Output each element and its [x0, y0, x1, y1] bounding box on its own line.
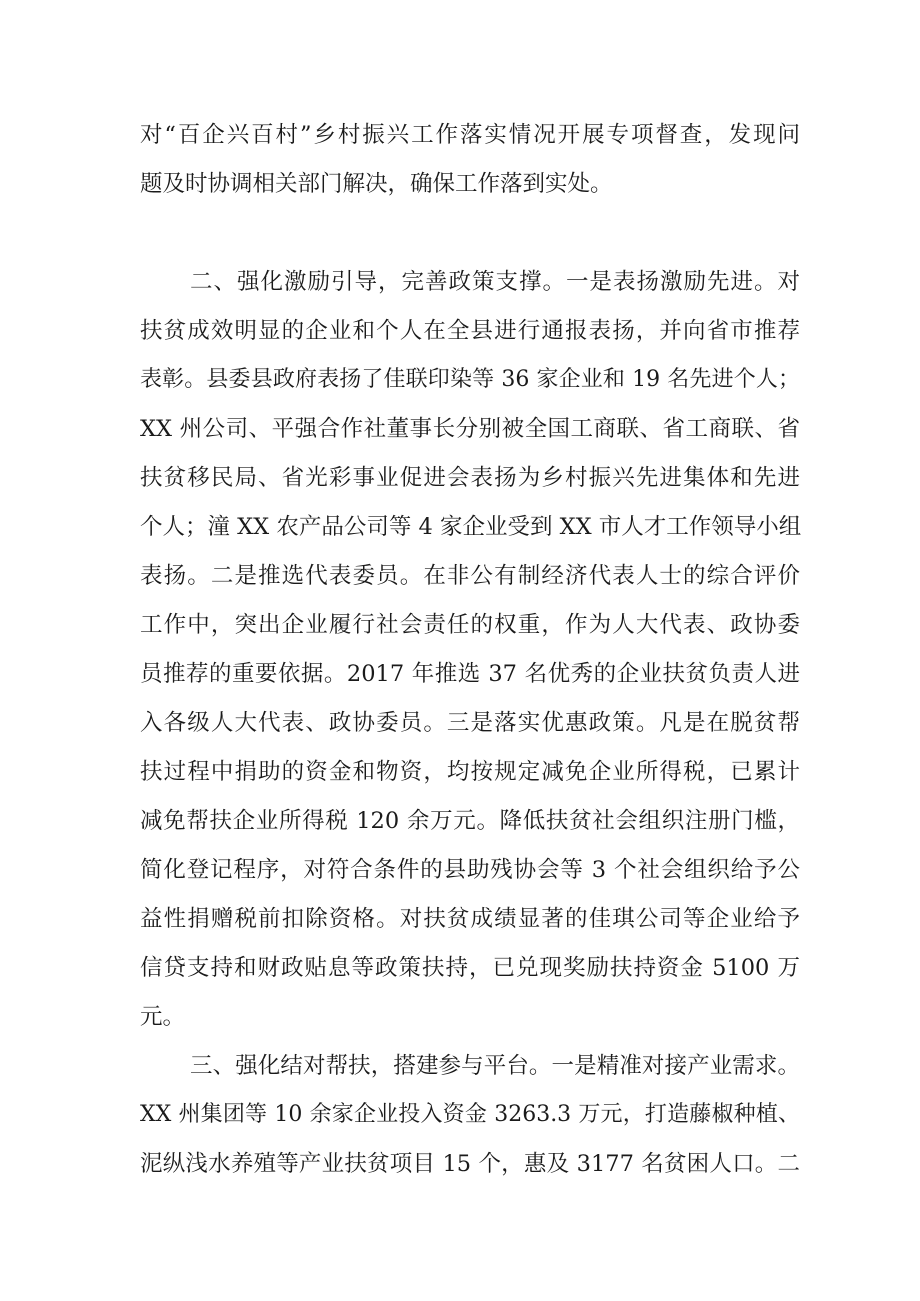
- text-line: 入各级人大代表、政协委员。三是落实优惠政策。凡是在脱贫帮: [140, 710, 800, 736]
- text-line: 三、强化结对帮扶，搭建参与平台。一是精准对接产业需求。: [190, 1053, 800, 1079]
- text-line: 扶贫移民局、省光彩事业促进会表扬为乡村振兴先进集体和先进: [140, 465, 800, 491]
- text-line: 表彰。县委县政府表扬了佳联印染等 36 家企业和 19 名先进个人；: [140, 367, 800, 392]
- text-line: 信贷支持和财政贴息等政策扶持，已兑现奖励扶持资金 5100 万: [140, 955, 800, 981]
- text-line: 二、强化激励引导，完善政策支撑。一是表扬激励先进。对: [190, 269, 800, 295]
- text-line: 工作中，突出企业履行社会责任的权重，作为人大代表、政协委: [140, 612, 800, 638]
- text-line: 简化登记程序，对符合条件的县助残协会等 3 个社会组织给予公: [140, 857, 800, 883]
- text-line: 表扬。二是推选代表委员。在非公有制经济代表人士的综合评价: [140, 563, 800, 589]
- text-line: 益性捐赠税前扣除资格。对扶贫成绩显著的佳琪公司等企业给予: [140, 906, 800, 932]
- text-line: 对“百企兴百村”乡村振兴工作落实情况开展专项督查，发现问: [140, 122, 800, 148]
- text-line: 扶贫成效明显的企业和个人在全县进行通报表扬，并向省市推荐: [140, 318, 800, 344]
- text-line: 题及时协调相关部门解决，确保工作落到实处。: [140, 171, 613, 197]
- text-line: 元。: [140, 1004, 186, 1030]
- text-line: XX 州公司、平强合作社董事长分别被全国工商联、省工商联、省: [140, 416, 800, 442]
- text-line: XX 州集团等 10 余家企业投入资金 3263.3 万元，打造藤椒种植、: [140, 1102, 800, 1127]
- text-line: 个人；潼 XX 农产品公司等 4 家企业受到 XX 市人才工作领导小组: [140, 514, 802, 540]
- text-line: 员推荐的重要依据。2017 年推选 37 名优秀的企业扶贫负责人进: [140, 661, 800, 687]
- text-line: 扶过程中捐助的资金和物资，均按规定减免企业所得税，已累计: [140, 759, 800, 785]
- text-line: 减免帮扶企业所得税 120 余万元。降低扶贫社会组织注册门槛，: [140, 808, 800, 834]
- text-line: 泥纵浅水养殖等产业扶贫项目 15 个，惠及 3177 名贫困人口。二: [140, 1151, 800, 1177]
